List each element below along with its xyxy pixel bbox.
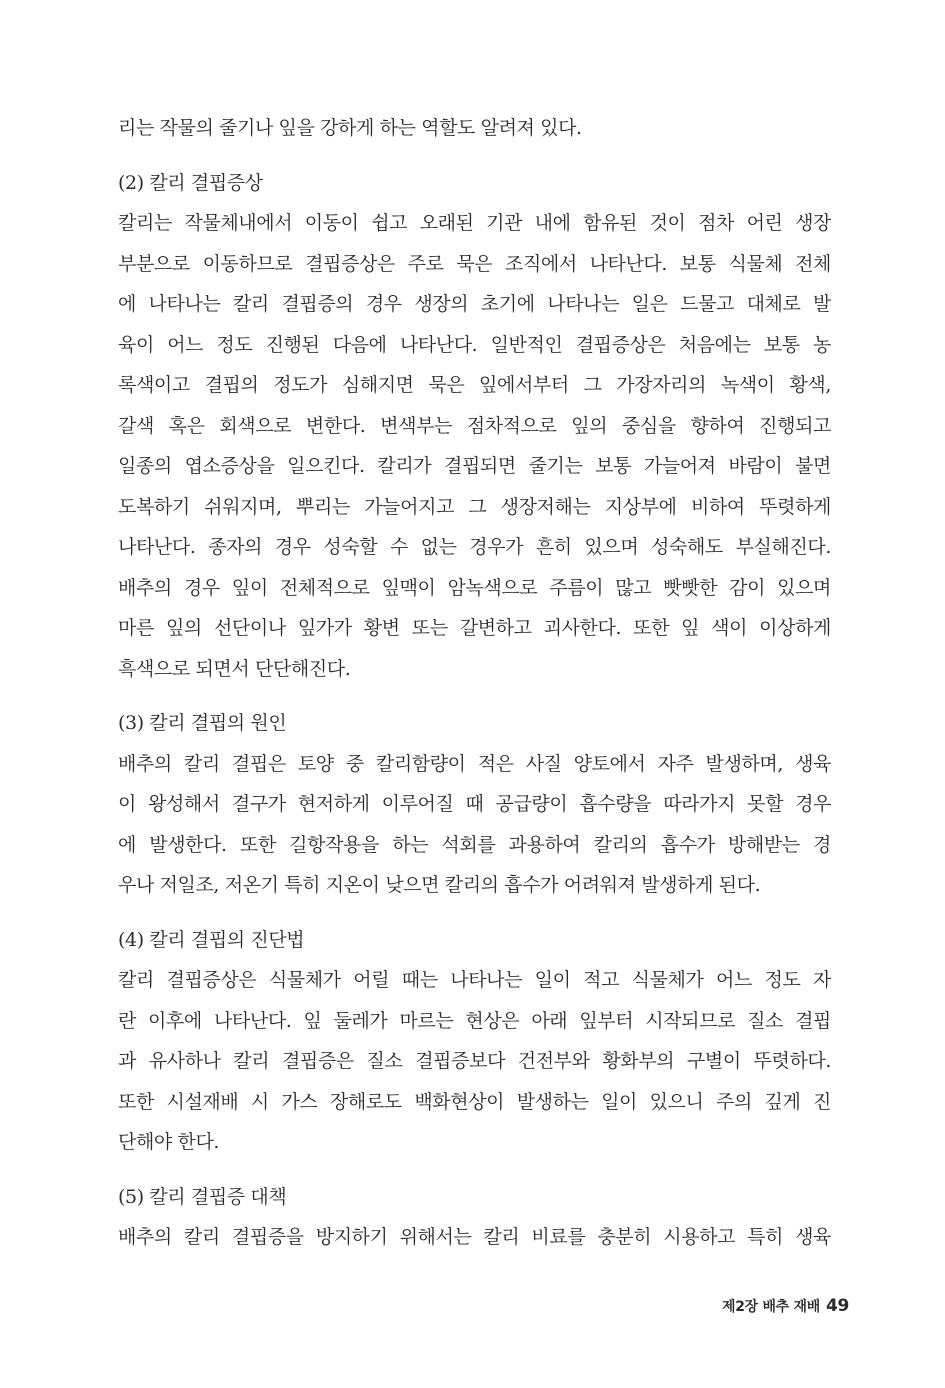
- paragraph-line: 육이 어느 정도 진행된 다음에 나타난다. 일반적인 결핍증상은 처음에는 보통 농: [118, 333, 831, 356]
- paragraph-line: 칼리 결핍증상은 식물체가 어릴 때는 나타나는 일이 적고 식물체가 어느 정도 자: [118, 969, 831, 991]
- intro-line: 리는 작물의 줄기나 잎을 강하게 하는 역할도 알려져 있다.: [118, 117, 582, 139]
- section-gap: [118, 689, 831, 703]
- paragraph-line: 과 유사하나 칼리 결핍증은 질소 결핍증보다 건전부와 황화부의 구별이 뚜렷하다.: [118, 1050, 831, 1072]
- paragraph-line: 마른 잎의 선단이나 잎가가 황변 또는 갈변하고 괴사한다. 또한 잎 색이 이상하게: [118, 617, 831, 639]
- section-heading-potassium-deficiency-diagnosis: (4) 칼리 결핍의 진단법: [118, 928, 305, 951]
- section-heading-potassium-deficiency-symptoms: (2) 칼리 결핍증상: [118, 171, 263, 194]
- page-number: 49: [825, 1296, 849, 1316]
- paragraph-line: 또한 시설재배 시 가스 장해로도 백화현상이 발생하는 일이 있으니 주의 깊게 진: [118, 1090, 831, 1113]
- paragraph-line: 우나 저일조, 저온기 특히 지온이 낮으면 칼리의 흡수가 어려워져 발생하게 된다.: [118, 874, 761, 896]
- paragraph-line: 흑색으로 되면서 단단해진다.: [118, 657, 351, 680]
- paragraph-line: 단해야 한다.: [118, 1131, 220, 1153]
- section-heading-potassium-deficiency-causes: (3) 칼리 결핍의 원인: [118, 712, 287, 734]
- page-footer: [722, 1296, 849, 1316]
- chapter-title: 제2장 배추 재배: [722, 1299, 820, 1315]
- paragraph-line: 이 왕성해서 결구가 현저하게 이루어질 때 공급량이 흡수량을 따라가지 못할 경우: [118, 793, 831, 815]
- paragraph-line: 배추의 칼리 결핍증을 방지하기 위해서는 칼리 비료를 충분히 시용하고 특히 생육: [118, 1226, 831, 1248]
- paragraph-line: 배추의 경우 잎이 전체적으로 잎맥이 암녹색으로 주름이 많고 빳빳한 감이 있으며: [118, 576, 831, 599]
- page-content: [118, 108, 831, 1258]
- paragraph-line: 일종의 엽소증상을 일으킨다. 칼리가 결핍되면 줄기는 보통 가늘어져 바람이 불면: [118, 455, 831, 477]
- paragraph-line: 에 나타나는 칼리 결핍증의 경우 생장의 초기에 나타나는 일은 드물고 대체로 발: [118, 293, 831, 315]
- paragraph-line: 도복하기 쉬워지며, 뿌리는 가늘어지고 그 생장저해는 지상부에 비하여 뚜렷하게: [118, 495, 831, 518]
- section-gap: [118, 1163, 831, 1177]
- paragraph-line: 에 발생한다. 또한 길항작용을 하는 석회를 과용하여 칼리의 흡수가 방해받는 경: [118, 833, 831, 856]
- paragraph-line: 란 이후에 나타난다. 잎 둘레가 마르는 현상은 아래 잎부터 시작되므로 질소 결핍: [118, 1009, 831, 1032]
- section-gap: [118, 149, 831, 163]
- paragraph-line: 록색이고 결핍의 정도가 심해지면 묵은 잎에서부터 그 가장자리의 녹색이 황색,: [118, 374, 831, 396]
- paragraph-line: 부분으로 이동하므로 결핍증상은 주로 묵은 조직에서 나타난다. 보통 식물체 전체: [118, 252, 831, 275]
- paragraph-line: 배추의 칼리 결핍은 토양 중 칼리함량이 적은 사질 양토에서 자주 발생하며, 생육: [118, 752, 831, 775]
- paragraph-line: 나타난다. 종자의 경우 성숙할 수 없는 경우가 흔히 있으며 성숙해도 부실해진다.: [118, 536, 831, 558]
- paragraph-line: 갈색 혹은 회색으로 변한다. 변색부는 점차적으로 잎의 중심을 향하여 진행되고: [118, 414, 831, 437]
- section-heading-potassium-deficiency-countermeasures: (5) 칼리 결핍증 대책: [118, 1185, 287, 1208]
- paragraph-line: 칼리는 작물체내에서 이동이 쉽고 오래된 기관 내에 함유된 것이 점차 어린 생장: [118, 212, 831, 234]
- section-gap: [118, 906, 831, 920]
